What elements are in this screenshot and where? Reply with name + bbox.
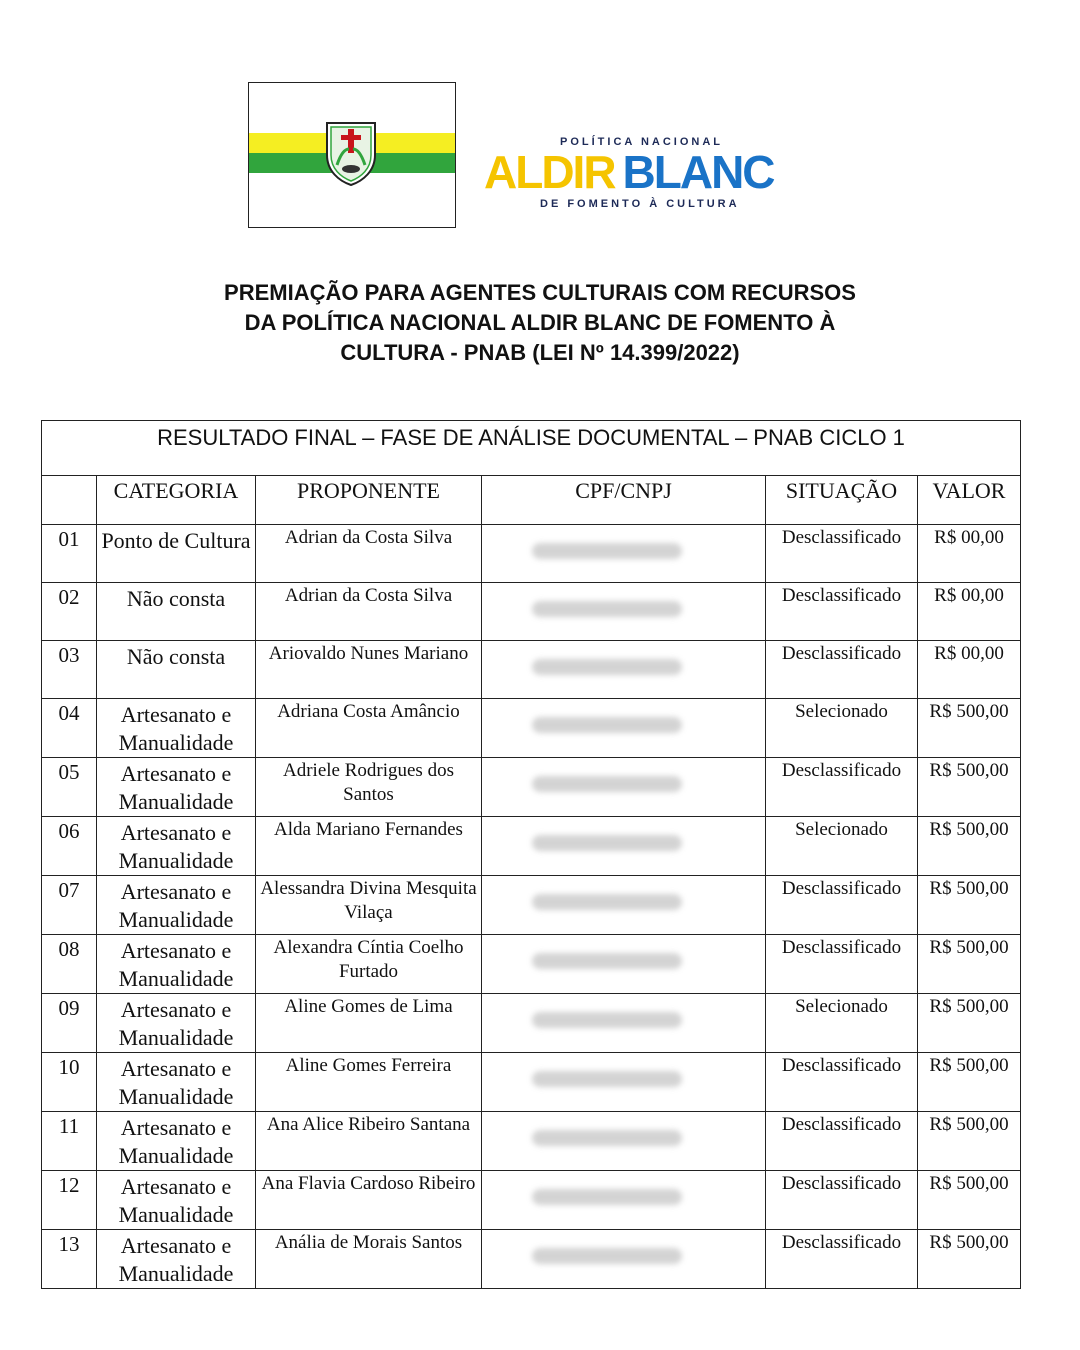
table-row [42, 758, 1021, 817]
row-cpf-redacted [482, 876, 766, 935]
table-row [42, 583, 1021, 641]
table-caption: RESULTADO FINAL – FASE DE ANÁLISE DOCUMENTAL – PNAB CICLO 1 [42, 421, 1021, 476]
row-cpf-redacted [482, 758, 766, 817]
pnab-logo-bottom-text: DE FOMENTO À CULTURA [540, 198, 740, 210]
header-cell: PROPONENTE [256, 476, 482, 525]
row-cpf-redacted [482, 994, 766, 1053]
row-cpf-redacted [482, 817, 766, 876]
redacted-cpf-blur [532, 601, 682, 617]
table-row [42, 935, 1021, 994]
row-proponente: Adrian da Costa Silva [256, 525, 482, 583]
row-number: 08 [42, 935, 97, 994]
results-table [41, 420, 1021, 1289]
row-number: 06 [42, 817, 97, 876]
row-valor: R$ 00,00 [918, 641, 1021, 699]
row-proponente: Alessandra Divina Mesquita Vilaça [256, 876, 482, 935]
redacted-cpf-blur [532, 1248, 682, 1264]
row-number: 01 [42, 525, 97, 583]
row-number: 07 [42, 876, 97, 935]
pnab-logo [484, 134, 814, 214]
redacted-cpf-blur [532, 717, 682, 733]
row-proponente: Ariovaldo Nunes Mariano [256, 641, 482, 699]
row-proponente: Adriana Costa Amâncio [256, 699, 482, 758]
row-valor: R$ 500,00 [918, 1053, 1021, 1112]
row-number: 03 [42, 641, 97, 699]
row-number: 09 [42, 994, 97, 1053]
header-cell: VALOR [918, 476, 1021, 525]
row-proponente: Ana Flavia Cardoso Ribeiro [256, 1171, 482, 1230]
row-proponente: Aline Gomes de Lima [256, 994, 482, 1053]
title-line: PREMIAÇÃO PARA AGENTES CULTURAIS COM RECURSOS [224, 280, 856, 305]
pnab-logo-main-text [484, 146, 774, 198]
redacted-cpf-blur [532, 1189, 682, 1205]
row-situacao: Desclassificado [766, 1230, 918, 1289]
row-categoria: Não consta [97, 583, 256, 641]
row-cpf-redacted [482, 1171, 766, 1230]
row-number: 05 [42, 758, 97, 817]
row-situacao: Desclassificado [766, 583, 918, 641]
row-categoria: Artesanato e Manualidade [97, 1171, 256, 1230]
table-row [42, 641, 1021, 699]
row-situacao: Selecionado [766, 699, 918, 758]
pnab-logo-blanc: BLANC [622, 146, 774, 198]
row-valor: R$ 500,00 [918, 758, 1021, 817]
row-situacao: Desclassificado [766, 641, 918, 699]
row-number: 11 [42, 1112, 97, 1171]
row-categoria: Artesanato e Manualidade [97, 876, 256, 935]
row-cpf-redacted [482, 525, 766, 583]
row-categoria: Ponto de Cultura [97, 525, 256, 583]
row-cpf-redacted [482, 699, 766, 758]
redacted-cpf-blur [532, 894, 682, 910]
row-proponente: Ana Alice Ribeiro Santana [256, 1112, 482, 1171]
row-categoria: Artesanato e Manualidade [97, 1230, 256, 1289]
row-valor: R$ 500,00 [918, 1171, 1021, 1230]
row-cpf-redacted [482, 935, 766, 994]
redacted-cpf-blur [532, 543, 682, 559]
table-row [42, 1230, 1021, 1289]
header-cell: SITUAÇÃO [766, 476, 918, 525]
redacted-cpf-blur [532, 1130, 682, 1146]
table-row [42, 1112, 1021, 1171]
row-proponente: Anália de Morais Santos [256, 1230, 482, 1289]
header-cell [42, 476, 97, 525]
table-row [42, 699, 1021, 758]
row-proponente: Adriele Rodrigues dos Santos [256, 758, 482, 817]
row-situacao: Desclassificado [766, 1112, 918, 1171]
row-valor: R$ 500,00 [918, 994, 1021, 1053]
header-cell: CATEGORIA [97, 476, 256, 525]
row-cpf-redacted [482, 1230, 766, 1289]
row-categoria: Artesanato e Manualidade [97, 1112, 256, 1171]
pnab-logo-aldir: ALDIR [484, 146, 615, 198]
row-categoria: Artesanato e Manualidade [97, 699, 256, 758]
row-valor: R$ 500,00 [918, 817, 1021, 876]
row-categoria: Artesanato e Manualidade [97, 994, 256, 1053]
title-line: CULTURA - PNAB (LEI Nº 14.399/2022) [340, 340, 740, 365]
row-number: 12 [42, 1171, 97, 1230]
row-number: 10 [42, 1053, 97, 1112]
redacted-cpf-blur [532, 953, 682, 969]
coat-of-arms-icon [323, 119, 379, 187]
document-title [160, 278, 920, 368]
row-categoria: Artesanato e Manualidade [97, 1053, 256, 1112]
row-number: 02 [42, 583, 97, 641]
row-situacao: Desclassificado [766, 525, 918, 583]
row-situacao: Desclassificado [766, 758, 918, 817]
table-row [42, 994, 1021, 1053]
redacted-cpf-blur [532, 1012, 682, 1028]
row-situacao: Desclassificado [766, 935, 918, 994]
row-categoria: Artesanato e Manualidade [97, 817, 256, 876]
row-situacao: Desclassificado [766, 876, 918, 935]
row-cpf-redacted [482, 641, 766, 699]
redacted-cpf-blur [532, 1071, 682, 1087]
row-categoria: Artesanato e Manualidade [97, 758, 256, 817]
row-cpf-redacted [482, 1053, 766, 1112]
pnab-logo-top-text: POLÍTICA NACIONAL [560, 136, 724, 148]
row-proponente: Alexandra Cíntia Coelho Furtado [256, 935, 482, 994]
row-situacao: Desclassificado [766, 1053, 918, 1112]
row-situacao: Selecionado [766, 817, 918, 876]
table-header-row [42, 476, 1021, 525]
row-valor: R$ 500,00 [918, 935, 1021, 994]
row-valor: R$ 500,00 [918, 1112, 1021, 1171]
row-situacao: Selecionado [766, 994, 918, 1053]
table-row [42, 1171, 1021, 1230]
row-situacao: Desclassificado [766, 1171, 918, 1230]
row-number: 13 [42, 1230, 97, 1289]
redacted-cpf-blur [532, 659, 682, 675]
row-cpf-redacted [482, 1112, 766, 1171]
table-row [42, 876, 1021, 935]
row-categoria: Não consta [97, 641, 256, 699]
row-proponente: Aline Gomes Ferreira [256, 1053, 482, 1112]
header-cell: CPF/CNPJ [482, 476, 766, 525]
redacted-cpf-blur [532, 776, 682, 792]
table-row [42, 1053, 1021, 1112]
row-valor: R$ 500,00 [918, 699, 1021, 758]
municipal-flag [248, 82, 456, 228]
redacted-cpf-blur [532, 835, 682, 851]
row-proponente: Adrian da Costa Silva [256, 583, 482, 641]
row-number: 04 [42, 699, 97, 758]
table-row [42, 817, 1021, 876]
row-cpf-redacted [482, 583, 766, 641]
row-valor: R$ 00,00 [918, 583, 1021, 641]
row-proponente: Alda Mariano Fernandes [256, 817, 482, 876]
table-row [42, 525, 1021, 583]
row-valor: R$ 00,00 [918, 525, 1021, 583]
row-valor: R$ 500,00 [918, 876, 1021, 935]
title-line: DA POLÍTICA NACIONAL ALDIR BLANC DE FOMENTO À [244, 310, 836, 335]
row-valor: R$ 500,00 [918, 1230, 1021, 1289]
row-categoria: Artesanato e Manualidade [97, 935, 256, 994]
